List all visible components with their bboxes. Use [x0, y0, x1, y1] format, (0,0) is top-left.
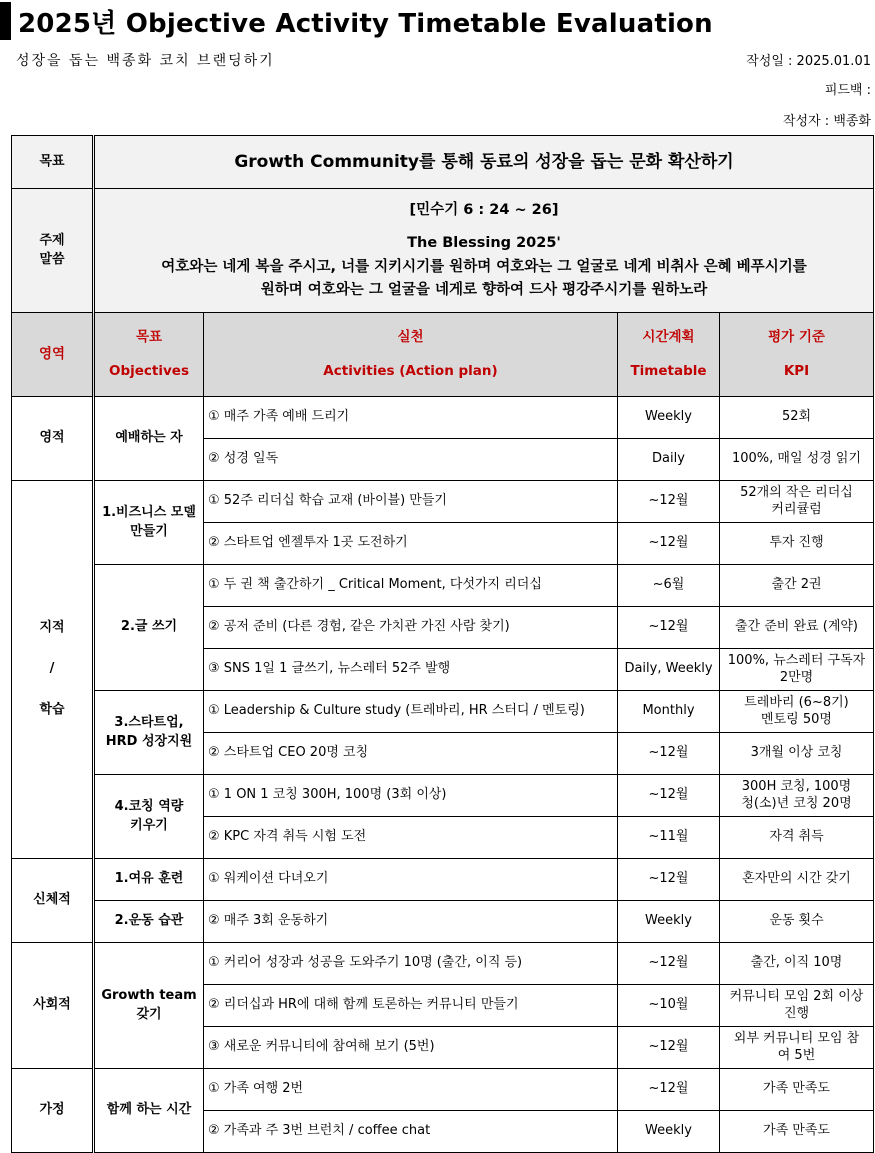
obj-rest-training: 1.여유 훈련: [94, 859, 204, 901]
obj-coaching: 4.코칭 역량 키우기: [94, 775, 204, 859]
timetable-cell: Daily: [618, 439, 720, 481]
activity-cell: ② 스타트업 CEO 20명 코칭: [204, 733, 618, 775]
verse-line-1: 여호와는 네게 복을 주시고, 너를 지키시기를 원하며 여호와는 그 얼굴로 네게 비취사 은혜 베푸시기를: [161, 258, 807, 275]
kpi-cell: 운동 횟수: [720, 901, 874, 943]
kpi-cell: 출간, 이직 10명: [720, 943, 874, 985]
kpi-cell: 52개의 작은 리더십 커리큘럼: [720, 481, 874, 523]
kpi-cell: 가족 만족도: [720, 1069, 874, 1111]
verse-line-2: 원하며 여호와는 그 얼굴을 네게로 향하여 드사 평강주시기를 원하노라: [260, 281, 708, 298]
timetable-cell: Weekly: [618, 901, 720, 943]
kpi-cell: 300H 코칭, 100명 청(소)년 코칭 20명: [720, 775, 874, 817]
kpi-cell: 100%, 뉴스레터 구독자 2만명: [720, 649, 874, 691]
timetable-cell: ~12월: [618, 733, 720, 775]
activity-cell: ① 가족 여행 2번: [204, 1069, 618, 1111]
timetable-cell: ~12월: [618, 523, 720, 565]
activity-cell: ① 1 ON 1 코칭 300H, 100명 (3회 이상): [204, 775, 618, 817]
activity-cell: ② KPC 자격 취득 시험 도전: [204, 817, 618, 859]
kpi-cell: 혼자만의 시간 갖기: [720, 859, 874, 901]
activity-cell: ③ 새로운 커뮤니티에 참여해 보기 (5번): [204, 1027, 618, 1069]
kpi-cell: 가족 만족도: [720, 1111, 874, 1153]
timetable-cell: Weekly: [618, 397, 720, 439]
header-timetable: 시간계획 Timetable: [618, 313, 720, 397]
obj-exercise-habit: 2.운동 습관: [94, 901, 204, 943]
kpi-cell: 외부 커뮤니티 모임 참 여 5번: [720, 1027, 874, 1069]
timetable-cell: ~12월: [618, 1027, 720, 1069]
activity-cell: ③ SNS 1일 1 글쓰기, 뉴스레터 52주 발행: [204, 649, 618, 691]
document-subtitle: 성장을 돕는 백종화 코치 브랜딩하기: [16, 53, 275, 69]
timetable-cell: ~12월: [618, 943, 720, 985]
date-label: 작성일 : 2025.01.01: [746, 54, 871, 69]
area-intellectual: 지적 / 학습: [12, 481, 94, 859]
obj-growth-team: Growth team 갖기: [94, 943, 204, 1069]
activity-cell: ① 52주 리더십 학습 교재 (바이블) 만들기: [204, 481, 618, 523]
timetable-cell: ~12월: [618, 607, 720, 649]
author-label: 작성자 : 백종화: [783, 114, 871, 129]
verse-title: The Blessing 2025': [407, 235, 561, 252]
activity-cell: ① 매주 가족 예배 드리기: [204, 397, 618, 439]
kpi-cell: 52회: [720, 397, 874, 439]
header-objectives: 목표 Objectives: [94, 313, 204, 397]
activity-cell: ② 가족과 주 3번 브런치 / coffee chat: [204, 1111, 618, 1153]
kpi-cell: 100%, 매일 성경 읽기: [720, 439, 874, 481]
timetable-cell: ~11월: [618, 817, 720, 859]
activity-cell: ② 성경 일독: [204, 439, 618, 481]
kpi-cell: 3개월 이상 코칭: [720, 733, 874, 775]
timetable-cell: ~12월: [618, 859, 720, 901]
timetable-cell: Monthly: [618, 691, 720, 733]
area-spiritual: 영적: [12, 397, 94, 481]
goal-label: 목표: [12, 136, 94, 189]
kpi-cell: 투자 진행: [720, 523, 874, 565]
activity-cell: ① 워케이션 다녀오기: [204, 859, 618, 901]
area-social: 사회적: [12, 943, 94, 1069]
activity-cell: ① 커리어 성장과 성공을 도와주기 10명 (출간, 이직 등): [204, 943, 618, 985]
timetable-cell: ~6월: [618, 565, 720, 607]
header-area: 영역: [12, 313, 94, 397]
obj-startup-hrd: 3.스타트업, HRD 성장지원: [94, 691, 204, 775]
obj-spiritual: 예배하는 자: [94, 397, 204, 481]
timetable-cell: Weekly: [618, 1111, 720, 1153]
timetable-cell: Daily, Weekly: [618, 649, 720, 691]
kpi-cell: 트레바리 (6~8기) 멘토링 50명: [720, 691, 874, 733]
header-kpi: 평가 기준 KPI: [720, 313, 874, 397]
obj-family-time: 함께 하는 시간: [94, 1069, 204, 1153]
activity-cell: ② 리더십과 HR에 대해 함께 토론하는 커뮤니티 만들기: [204, 985, 618, 1027]
activity-cell: ② 스타트업 엔젤투자 1곳 도전하기: [204, 523, 618, 565]
timetable-cell: ~12월: [618, 481, 720, 523]
obj-business-model: 1.비즈니스 모델 만들기: [94, 481, 204, 565]
verse-block: [94, 189, 874, 313]
title-text: 2025년 Objective Activity Timetable Evaluation: [18, 8, 713, 39]
verse-label: 주제 말씀: [12, 189, 94, 313]
timetable-cell: ~12월: [618, 1069, 720, 1111]
timetable-cell: ~10월: [618, 985, 720, 1027]
title-bar-accent: [0, 2, 11, 40]
timetable: [11, 135, 874, 1153]
area-family: 가정: [12, 1069, 94, 1153]
obj-writing: 2.글 쓰기: [94, 565, 204, 691]
area-physical: 신체적: [12, 859, 94, 943]
header-activities: 실천 Activities (Action plan): [204, 313, 618, 397]
verse-ref: [민수기 6 : 24 ~ 26]: [409, 202, 559, 219]
timetable-cell: ~12월: [618, 775, 720, 817]
activity-cell: ① 두 권 책 출간하기 _ Critical Moment, 다섯가지 리더십: [204, 565, 618, 607]
kpi-cell: 자격 취득: [720, 817, 874, 859]
kpi-cell: 출간 준비 완료 (계약): [720, 607, 874, 649]
goal-text: Growth Community를 통해 동료의 성장을 돕는 문화 확산하기: [94, 136, 874, 189]
kpi-cell: 커뮤니티 모임 2회 이상 진행: [720, 985, 874, 1027]
activity-cell: ② 공저 준비 (다른 경험, 같은 가치관 가진 사람 찾기): [204, 607, 618, 649]
activity-cell: ② 매주 3회 운동하기: [204, 901, 618, 943]
feedback-label: 피드백 :: [824, 83, 871, 98]
activity-cell: ① Leadership & Culture study (트레바리, HR 스터디 / 멘토링): [204, 691, 618, 733]
kpi-cell: 출간 2권: [720, 565, 874, 607]
document-title: [0, 4, 713, 38]
